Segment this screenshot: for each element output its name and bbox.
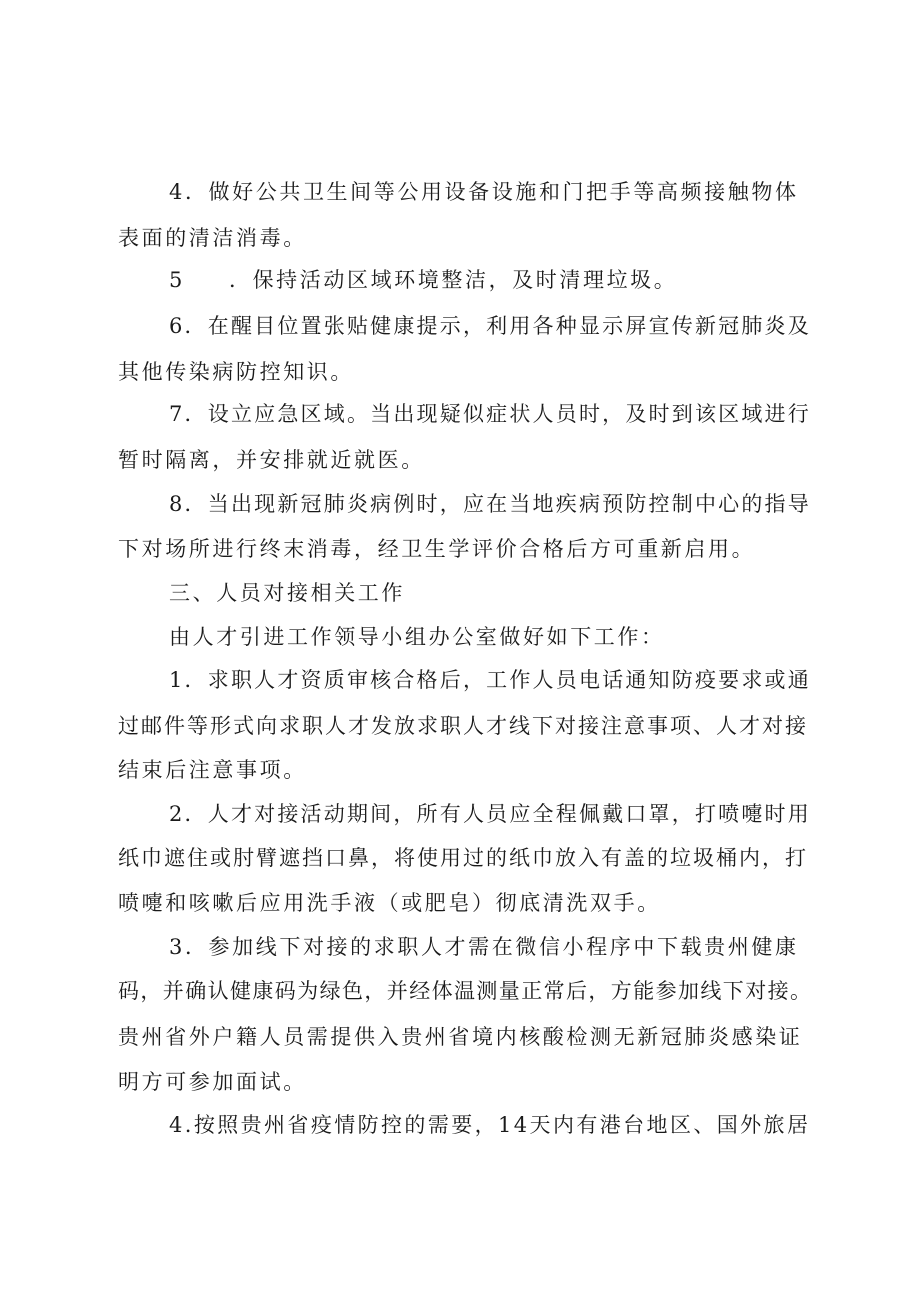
- paragraph-line: 2．人才对接活动期间，所有人员应全程佩戴口罩，打喷嚏时用: [169, 802, 811, 826]
- paragraph-line: 结束后注意事项。: [118, 758, 307, 782]
- paragraph-line: 3．参加线下对接的求职人才需在微信小程序中下载贵州健康: [169, 935, 799, 959]
- paragraph-line: 纸巾遮住或肘臂遮挡口鼻，将使用过的纸巾放入有盖的垃圾桶内，打: [118, 846, 808, 870]
- paragraph-line: 喷嚏和咳嗽后应用洗手液（或肥皂）彻底清洗双手。: [118, 891, 661, 915]
- paragraph-line: [169, 266, 812, 294]
- paragraph-line: 码，并确认健康码为绿色，并经体温测量正常后，方能参加线下对接。: [118, 979, 813, 1003]
- paragraph-line: 下对场所进行终末消毒，经卫生学评价合格后方可重新启用。: [118, 537, 756, 561]
- item-text: ．保持活动区域环境整洁，及时清理垃圾。: [228, 268, 678, 292]
- item-number: 5: [169, 268, 185, 292]
- paragraph-line: 8．当出现新冠肺炎病例时，应在当地疾病预防控制中心的指导: [169, 492, 811, 516]
- paragraph-line: 1．求职人才资质审核合格后，工作人员电话通知防疫要求或通: [169, 668, 811, 692]
- section-heading: 三、人员对接相关工作: [169, 581, 405, 605]
- paragraph-line: 4．做好公共卫生间等公用设备设施和门把手等高频接触物体: [169, 180, 799, 204]
- paragraph-line: 7．设立应急区域。当出现疑似症状人员时，及时到该区域进行: [169, 402, 811, 426]
- paragraph-line: 贵州省外户籍人员需提供入贵州省境内核酸检测无新冠肺炎感染证: [118, 1025, 803, 1049]
- paragraph-line: 6．在醒目位置张贴健康提示，利用各种显示屏宣传新冠肺炎及: [169, 314, 811, 338]
- paragraph-line: 由人才引进工作领导小组办公室做好如下工作：: [169, 625, 665, 649]
- paragraph-line: 暂时隔离，并安排就近就医。: [118, 448, 425, 472]
- paragraph-line: 表面的清洁消毒。: [118, 226, 307, 250]
- paragraph-line: 4.按照贵州省疫情防控的需要，14天内有港台地区、国外旅居: [169, 1113, 811, 1137]
- paragraph-line: 过邮件等形式向求职人才发放求职人才线下对接注意事项、人才对接: [118, 714, 808, 738]
- paragraph-line: 其他传染病防控知识。: [118, 360, 354, 384]
- paragraph-line: 明方可参加面试。: [118, 1070, 307, 1094]
